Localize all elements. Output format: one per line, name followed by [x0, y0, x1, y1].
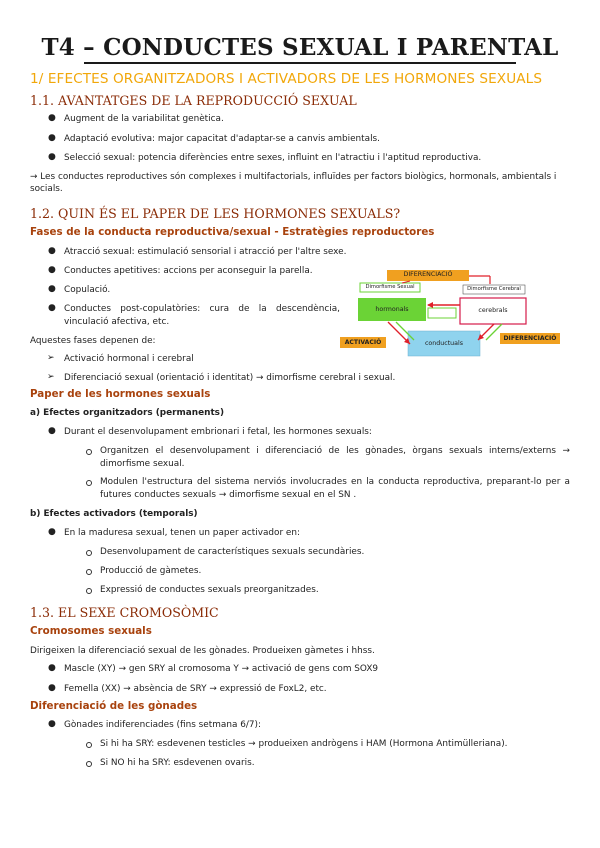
list-item: Si NO hi ha SRY: esdevenen ovaris. — [100, 758, 255, 768]
bullet-dot: ● — [48, 719, 56, 729]
circle-bullet — [86, 588, 92, 594]
list-item: Expressió de conductes sexuals preorganitzades. — [100, 585, 319, 595]
diagram-cerebrals-box: cerebrals — [478, 307, 508, 314]
bullet-dot: ● — [48, 133, 56, 143]
diagram-right-header: Dimorfisme Cerebral — [467, 286, 521, 292]
list-item: En la maduresa sexual, tenen un paper activador en: — [64, 528, 301, 538]
bullet-dot: ● — [48, 284, 56, 294]
list-item: Activació hormonal i cerebral — [64, 354, 194, 364]
role-heading: Paper de les hormones sexuals — [30, 388, 211, 400]
list-item: Durant el desenvolupament embrionari i fetal, les hormones sexuals: — [64, 427, 372, 437]
phases-heading: Fases de la conducta reproductiva/sexual - Estratègies reproductores — [30, 226, 435, 238]
chromosomes-intro: Dirigeixen la diferenciació sexual de les gònades. Produeixen gàmetes i hhss. — [30, 646, 375, 656]
list-item-cont: vinculació afectiva, etc. — [64, 317, 170, 327]
note-text-cont: socials. — [30, 184, 63, 194]
list-item: Producció de gàmetes. — [100, 566, 202, 576]
bullet-dot: ● — [48, 152, 56, 162]
circle-bullet — [86, 761, 92, 767]
diagram-left-header: Dimorfisme Sexual — [365, 284, 415, 290]
list-item: Organitzen el desenvolupament i diferenciació de les gònades, òrgans sexuals interns/externs → — [100, 446, 570, 456]
circle-bullet — [86, 550, 92, 556]
subsection-heading-1-1: 1.1. AVANTATGES DE LA REPRODUCCIÓ SEXUAL — [30, 93, 357, 108]
list-item: Adaptació evolutiva: major capacitat d'adaptar-se a canvis ambientals. — [64, 134, 381, 144]
list-item-cont: futures conductes sexuals → dimorfisme sexual en el SN . — [100, 490, 357, 500]
list-item: Si hi ha SRY: esdevenen testicles → produeixen andrògens i HAM (Hormona Antimülleriana). — [100, 739, 508, 749]
bullet-dot: ● — [48, 426, 56, 436]
page-title: T4 – CONDUCTES SEXUAL I PARENTAL — [41, 34, 559, 61]
list-item: Diferenciació sexual (orientació i identitat) → dimorfisme cerebral i sexual. — [64, 373, 396, 383]
bullet-dot: ● — [48, 527, 56, 537]
diagram-hormonals-box: hormonals — [375, 306, 409, 313]
list-item-cont: dimorfisme sexual. — [100, 459, 185, 469]
circle-bullet — [86, 569, 92, 575]
gonads-heading: Diferenciació de les gònades — [30, 700, 198, 712]
diagram-activation-tag: ACTIVACIÓ — [344, 339, 382, 346]
list-item: Copulació. — [64, 285, 111, 295]
list-item: Atracció sexual: estimulació sensorial i atracció per l'altre sexe. — [64, 247, 347, 257]
list-item: Mascle (XY) → gen SRY al cromosoma Y → activació de gens com SOX9 — [64, 664, 379, 674]
circle-bullet — [86, 742, 92, 748]
bullet-dot: ● — [48, 663, 56, 673]
arrow-bullet-icon: ➢ — [47, 372, 55, 382]
list-item: Femella (XX) → absència de SRY → expressió de FoxL2, etc. — [64, 684, 327, 694]
diagram-differentiation-tag: DIFERENCIACIÓ — [503, 335, 557, 342]
depends-intro: Aquestes fases depenen de: — [30, 336, 156, 346]
list-item: Desenvolupament de característiques sexuals secundàries. — [100, 547, 365, 557]
arrow-bullet-icon: ➢ — [47, 353, 55, 363]
title-underline — [84, 62, 516, 64]
diagram-top-label: DIFERENCIACIÓ — [403, 271, 453, 278]
list-item: Conductes post-copulatòries: cura de la descendència, — [64, 304, 340, 314]
section-heading: 1/ EFECTES ORGANITZADORS I ACTIVADORS DE LES HORMONES SEXUALS — [30, 71, 543, 87]
list-item: Gònades indiferenciades (fins setmana 6/7): — [64, 720, 261, 730]
subsection-heading-1-2: 1.2. QUIN ÉS EL PAPER DE LES HORMONES SEXUALS? — [30, 206, 401, 221]
list-item: Selecció sexual: potencia diferències entre sexes, influint en l'atractiu i l'aptitud reproductiva. — [64, 153, 482, 163]
diagram-conductuals-box: conductuals — [424, 340, 464, 347]
list-item: Modulen l'estructura del sistema nerviós involucrades en la conducta reproductiva, preparant-lo per a — [100, 477, 570, 487]
bullet-dot: ● — [48, 303, 56, 313]
chromosomes-heading: Cromosomes sexuals — [30, 625, 152, 637]
bullet-dot: ● — [48, 113, 56, 123]
list-item: Augment de la variabilitat genètica. — [64, 114, 224, 124]
organizing-effects-label: a) Efectes organitzadors (permanents) — [30, 408, 225, 418]
circle-bullet — [86, 449, 92, 455]
circle-bullet — [86, 480, 92, 486]
activating-effects-label: b) Efectes activadors (temporals) — [30, 509, 198, 519]
note-text: → Les conductes reproductives són complexes i multifactorials, influïdes per factors biològics, hormonals, ambientals i — [30, 172, 557, 182]
subsection-heading-1-3: 1.3. EL SEXE CROMOSÒMIC — [30, 605, 219, 620]
hormones-diagram — [330, 268, 592, 380]
list-item: Conductes apetitives: accions per aconseguir la parella. — [64, 266, 313, 276]
bullet-dot: ● — [48, 246, 56, 256]
bullet-dot: ● — [48, 683, 56, 693]
bullet-dot: ● — [48, 265, 56, 275]
